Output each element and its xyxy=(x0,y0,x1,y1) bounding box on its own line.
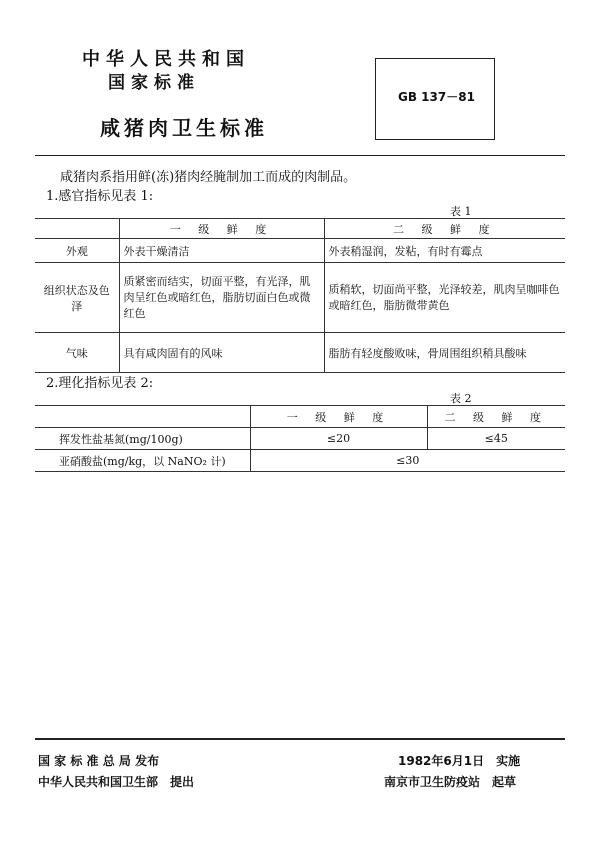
table1-item: 外观 xyxy=(35,239,119,263)
table1-grade2: 脂肪有轻度酸败味，骨周围组织稍具酸味 xyxy=(324,333,565,373)
header-divider xyxy=(35,155,565,156)
table1-grade1: 具有咸肉固有的风味 xyxy=(119,333,324,373)
table1-caption: 表 1 xyxy=(450,205,472,218)
table2-header-item xyxy=(35,406,250,428)
footer-divider xyxy=(35,738,565,740)
table-row xyxy=(35,333,565,373)
table1-item: 气味 xyxy=(35,333,119,373)
table-row xyxy=(35,239,565,263)
table-row xyxy=(35,428,565,450)
physicochemical-table xyxy=(35,405,565,472)
table1-header-grade2: 二 级 鲜 度 xyxy=(324,219,565,239)
table1-grade2: 质稍软，切面尚平整，光泽较差，肌肉呈咖啡色或暗红色，脂肪微带黄色 xyxy=(324,263,565,333)
issuing-country: 中华人民共和国 xyxy=(82,49,250,70)
table2-item: 挥发性盐基氮(mg/100g) xyxy=(35,428,250,450)
table2-header-grade1: 一 级 鲜 度 xyxy=(250,406,427,428)
footer-proposer: 中华人民共和国卫生部 提出 xyxy=(38,775,195,789)
table2-header-row xyxy=(35,406,565,428)
table1-header-grade1: 一 级 鲜 度 xyxy=(119,219,324,239)
standard-number: GB 137－81 xyxy=(398,90,475,104)
table-row xyxy=(35,450,565,472)
table1-header-item xyxy=(35,219,119,239)
table2-item: 亚硝酸盐(mg/kg，以 NaNO₂ 计) xyxy=(35,450,250,472)
table-row xyxy=(35,263,565,333)
table1-grade1: 外表干燥清洁 xyxy=(119,239,324,263)
footer-effective-date: 1982年6月1日 实施 xyxy=(398,754,521,768)
table2-caption: 表 2 xyxy=(450,392,472,405)
intro-paragraph: 咸猪肉系指用鲜(冻)猪肉经腌制加工而成的肉制品。 xyxy=(60,170,357,185)
table1-item: 组织状态及色泽 xyxy=(35,263,119,333)
table1-grade1: 质紧密而结实，切面平整，有光泽，肌肉呈红色或暗红色，脂肪切面白色或微红色 xyxy=(119,263,324,333)
table1-header-row xyxy=(35,219,565,239)
standard-type: 国家标准 xyxy=(108,73,200,93)
section2-heading: 2.理化指标见表 2: xyxy=(46,376,154,391)
sensory-table xyxy=(35,218,565,373)
table2-grade2: ≤45 xyxy=(427,428,565,450)
section1-heading: 1.感官指标见表 1: xyxy=(46,189,154,204)
table2-header-grade2: 二 级 鲜 度 xyxy=(427,406,565,428)
footer-drafter: 南京市卫生防疫站 起草 xyxy=(384,775,517,789)
table2-combined-value: ≤30 xyxy=(250,450,565,472)
table2-grade1: ≤20 xyxy=(250,428,427,450)
footer-publisher: 国 家 标 准 总 局 发布 xyxy=(38,754,160,768)
document-title: 咸猪肉卫生标准 xyxy=(100,116,268,140)
table1-grade2: 外表稍湿润，发粘，有时有霉点 xyxy=(324,239,565,263)
